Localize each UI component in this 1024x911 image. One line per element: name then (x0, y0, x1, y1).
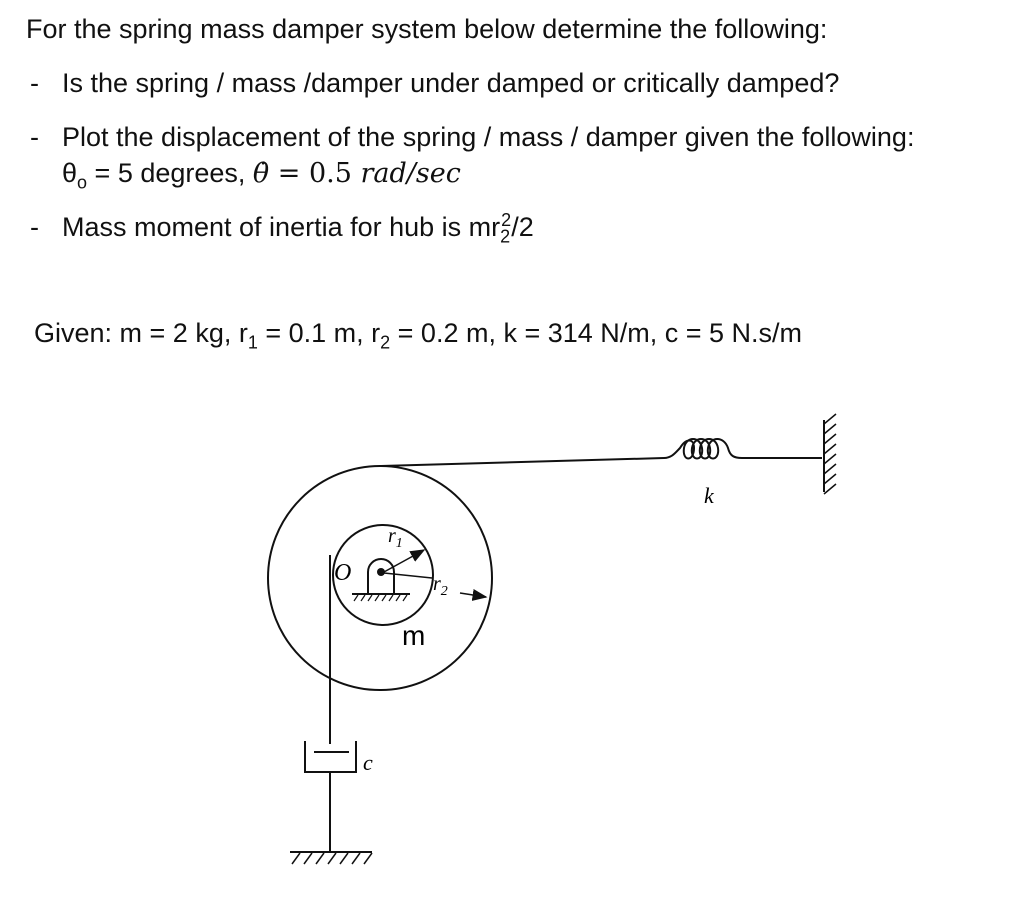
r2-label: $r_2$ (433, 573, 448, 599)
inertia-r-superscript: 2 (501, 210, 512, 230)
pivot-base-hatching (354, 595, 407, 601)
ground-hatching (292, 853, 372, 864)
spring-coil (664, 439, 742, 459)
origin-label: O (334, 560, 352, 586)
damper (305, 741, 356, 772)
inertia-text-end: /2 (511, 212, 534, 242)
top-cable (380, 458, 664, 466)
r2-arrow-shaft (384, 573, 432, 578)
bullet-dash-3: - (30, 212, 39, 242)
mass-label: m (402, 620, 426, 651)
thetadot-units: rad/sec (360, 158, 461, 189)
bullet-dash-1: - (30, 68, 39, 98)
given-r2-subscript: 2 (380, 332, 391, 353)
given-r1-subscript: 1 (247, 332, 258, 353)
given-mid2: = 0.2 m, k = 314 N/m, c = 5 N.s/m (390, 318, 803, 348)
r1-label: $r_1$ (388, 525, 403, 551)
theta-symbol: θ (62, 158, 78, 188)
question-plot-displacement: Plot the displacement of the spring / mass / damper given the following: (62, 122, 915, 152)
bullet-dash-2: - (30, 122, 39, 152)
outer-disk (268, 466, 492, 690)
r1-arrow (384, 550, 424, 572)
wall-hatching (824, 414, 836, 494)
damper-label: c (363, 750, 373, 775)
question-damping-type: Is the spring / mass /damper under damped or critically damped? (62, 68, 840, 98)
theta-subscript: o (77, 172, 88, 193)
r2-arrow-head (460, 593, 486, 597)
spring-label: k (704, 483, 714, 508)
problem-intro: For the spring mass damper system below determine the following: (26, 14, 828, 44)
thetadot-symbol: θ̇ (252, 158, 270, 189)
inertia-text: Mass moment of inertia for hub is mr (62, 212, 501, 242)
given-prefix: Given: m = 2 kg, r (34, 318, 248, 348)
pivot-pin (377, 568, 385, 576)
given-mid1: = 0.1 m, r (257, 318, 381, 348)
thetadot-value: = 0.5 (269, 158, 361, 189)
theta-value: = 5 degrees, (87, 158, 253, 188)
inertia-r-subscript: 2 (500, 226, 511, 247)
